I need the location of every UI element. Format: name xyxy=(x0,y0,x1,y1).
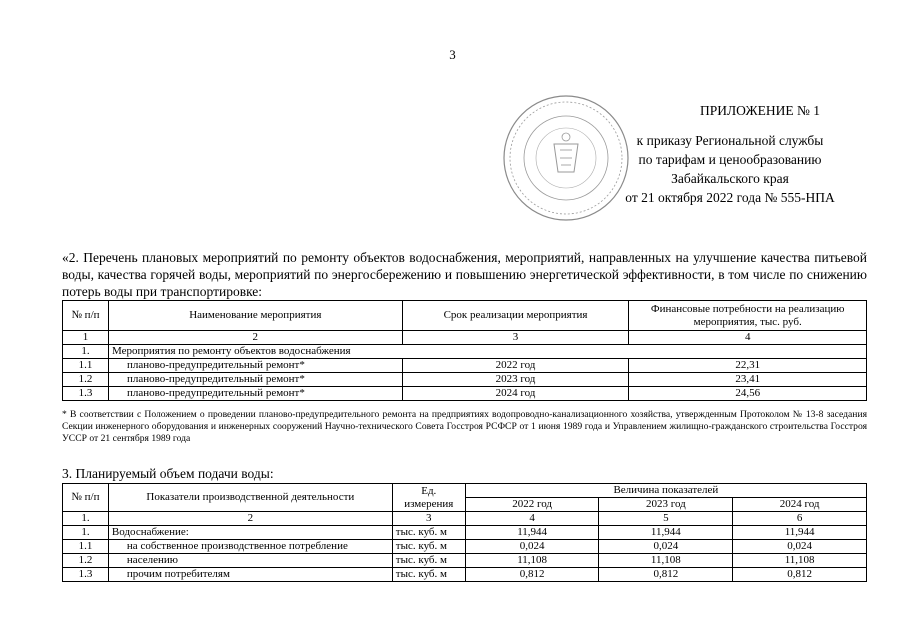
appendix-line: Забайкальского края xyxy=(671,171,789,186)
appendix-line: от 21 октября 2022 года № 555-НПА xyxy=(625,190,835,205)
section3-title: 3. Планируемый объем подачи воды: xyxy=(62,466,274,481)
header-num: № п/п xyxy=(63,484,109,512)
row-name: Водоснабжение: xyxy=(108,526,392,540)
col-number: 5 xyxy=(599,512,733,526)
row-unit: тыс. куб. м xyxy=(392,526,465,540)
row-value: 0,812 xyxy=(465,568,599,582)
col-number: 6 xyxy=(733,512,867,526)
row-cost: 24,56 xyxy=(629,387,867,401)
row-name: прочим потребителям xyxy=(108,568,392,582)
appendix-line: к приказу Региональной службы xyxy=(636,133,824,148)
col-number: 3 xyxy=(392,512,465,526)
table-row xyxy=(63,359,867,373)
row-num: 1.2 xyxy=(63,554,109,568)
footnote: * В соответствии с Положением о проведении планово-предупредительного ремонта на предприятиях водопроводно-канализационного хозяйства, утвержденным Протоколом № 13-8 заседания Секции инженерного оборудования и инженерных сооружений Научно-технического Совета Госстроя РСФСР от 1 июня 1989 года и Управлением жилищно-гражданского строительства Госстроя УССР от 21 сентября 1989 года xyxy=(62,409,867,444)
table-row xyxy=(63,387,867,401)
row-num: 1.3 xyxy=(63,387,109,401)
col-number: 3 xyxy=(402,331,629,345)
row-num: 1.1 xyxy=(63,359,109,373)
row-cost: 23,41 xyxy=(629,373,867,387)
table-row xyxy=(63,526,867,540)
group-name: Мероприятия по ремонту объектов водоснабжения xyxy=(108,345,866,359)
row-unit: тыс. куб. м xyxy=(392,568,465,582)
row-value: 0,024 xyxy=(599,540,733,554)
row-term: 2024 год xyxy=(402,387,629,401)
row-unit: тыс. куб. м xyxy=(392,554,465,568)
page-number: 3 xyxy=(449,47,456,62)
header-num: № п/п xyxy=(63,301,109,331)
col-number: 2 xyxy=(108,331,402,345)
header-name: Наименование мероприятия xyxy=(108,301,402,331)
row-unit: тыс. куб. м xyxy=(392,540,465,554)
row-value: 0,024 xyxy=(733,540,867,554)
row-num: 1.1 xyxy=(63,540,109,554)
row-value: 11,944 xyxy=(465,526,599,540)
row-value: 11,944 xyxy=(599,526,733,540)
header-year: 2023 год xyxy=(599,498,733,512)
row-value: 11,108 xyxy=(733,554,867,568)
row-name: планово-предупредительный ремонт* xyxy=(108,387,402,401)
header-cost: Финансовые потребности на реализацию мероприятия, тыс. руб. xyxy=(629,301,867,331)
row-term: 2022 год xyxy=(402,359,629,373)
row-value: 0,812 xyxy=(599,568,733,582)
row-name: планово-предупредительный ремонт* xyxy=(108,359,402,373)
header-year: 2024 год xyxy=(733,498,867,512)
header-indicators: Показатели производственной деятельности xyxy=(108,484,392,512)
activities-table xyxy=(62,300,867,401)
row-value: 11,108 xyxy=(465,554,599,568)
row-value: 11,108 xyxy=(599,554,733,568)
row-value: 11,944 xyxy=(733,526,867,540)
row-value: 0,024 xyxy=(465,540,599,554)
appendix-line: по тарифам и ценообразованию xyxy=(638,152,822,167)
table-row xyxy=(63,373,867,387)
row-cost: 22,31 xyxy=(629,359,867,373)
col-number: 1. xyxy=(63,512,109,526)
col-number: 2 xyxy=(108,512,392,526)
col-number: 4 xyxy=(465,512,599,526)
table-row xyxy=(63,540,867,554)
row-value: 0,812 xyxy=(733,568,867,582)
row-num: 1.2 xyxy=(63,373,109,387)
table-row xyxy=(63,568,867,582)
table-row xyxy=(63,554,867,568)
col-number: 1 xyxy=(63,331,109,345)
header-values: Величина показателей xyxy=(465,484,866,498)
row-num: 1.3 xyxy=(63,568,109,582)
row-num: 1. xyxy=(63,526,109,540)
group-num: 1. xyxy=(63,345,109,359)
appendix-title: ПРИЛОЖЕНИЕ № 1 xyxy=(699,103,821,118)
water-supply-table xyxy=(62,483,867,582)
header-term: Срок реализации мероприятия xyxy=(402,301,629,331)
header-unit: Ед. измерения xyxy=(392,484,465,512)
col-number: 4 xyxy=(629,331,867,345)
row-name: на собственное производственное потребление xyxy=(108,540,392,554)
appendix-block xyxy=(600,101,860,207)
row-term: 2023 год xyxy=(402,373,629,387)
row-name: населению xyxy=(108,554,392,568)
row-name: планово-предупредительный ремонт* xyxy=(108,373,402,387)
section2-intro: «2. Перечень плановых мероприятий по ремонту объектов водоснабжения, мероприятий, направленных на улучшение качества питьевой воды, качества горячей воды, мероприятий по энергосбережению и повышению энергетической эффективности, в том числе по снижению потерь воды при транспортировке: xyxy=(62,250,867,299)
header-year: 2022 год xyxy=(465,498,599,512)
